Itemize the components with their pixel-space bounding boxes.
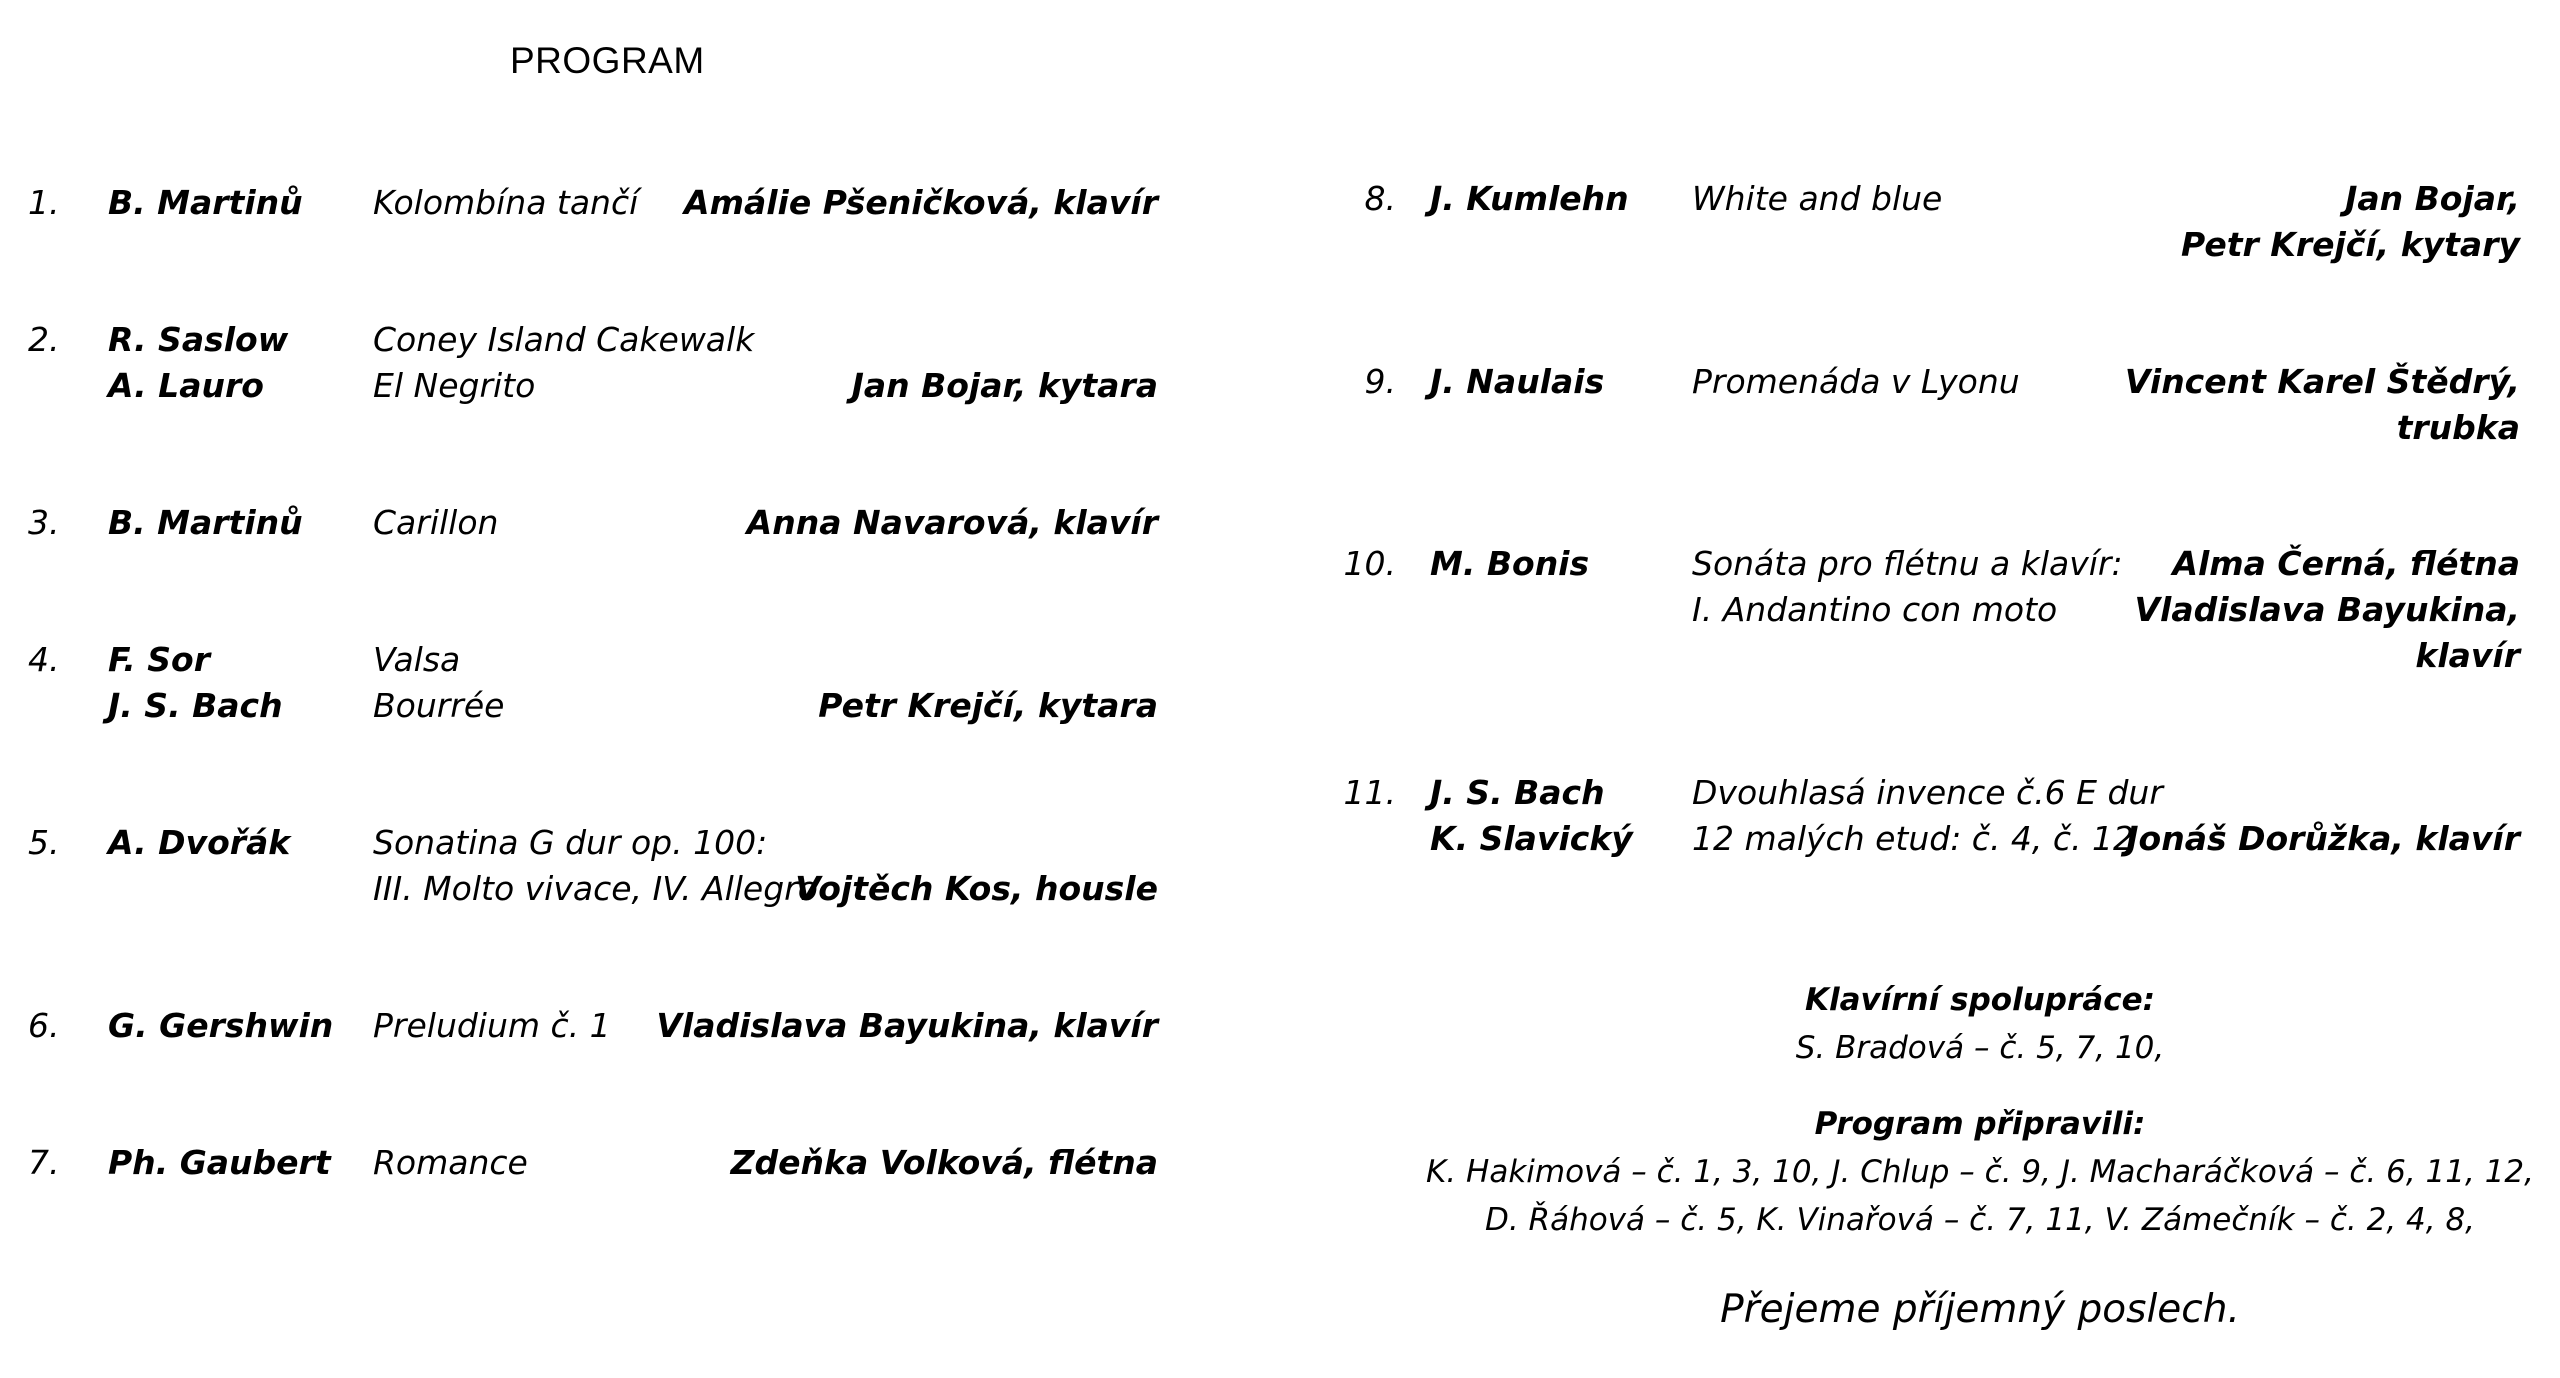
entry-composers: J. S. Bach K. Slavický: [1430, 773, 1633, 858]
entry-performers: Alma Černá, flétna Vladislava Bayukina, klavír: [2134, 544, 2520, 675]
entry-number: 7.: [28, 1143, 60, 1182]
entry-pieces: Romance: [373, 1143, 528, 1182]
entry-performers: Jonáš Dorůžka, klavír: [2126, 819, 2520, 858]
entry-number: 11.: [1343, 773, 1396, 812]
entry-pieces: Coney Island Cakewalk El Negrito: [373, 320, 755, 405]
entry-composers: J. Kumlehn: [1430, 179, 1629, 218]
prepared-by-heading: Program připravili:: [1814, 1106, 2146, 1142]
entry-pieces: Sonatina G dur op. 100: III. Molto vivace, IV. Allegro: [373, 823, 818, 908]
prepared-by-line-2: D. Řáhová – č. 5, K. Vinařová – č. 7, 11, V. Zámečník – č. 2, 4, 8,: [1484, 1202, 2476, 1238]
prepared-by-section: [1400, 1100, 2560, 1244]
program-title: PROGRAM: [510, 40, 705, 81]
entry-composers: B. Martinů: [108, 183, 303, 222]
accompaniment-heading: Klavírní spolupráce:: [1804, 982, 2155, 1018]
entry-performers: Anna Navarová, klavír: [746, 503, 1158, 542]
prepared-by-line-1: K. Hakimová – č. 1, 3, 10, J. Chlup – č. 9, J. Macharáčková – č. 6, 11, 12,: [1425, 1154, 2535, 1190]
entry-pieces: Dvouhlasá invence č.6 E dur 12 malých etud: č. 4, č. 12: [1692, 773, 2163, 858]
entry-composers: J. Naulais: [1430, 362, 1605, 401]
entry-performers: Jan Bojar, Petr Krejčí, kytary: [2181, 179, 2520, 264]
entry-composers: R. Saslow A. Lauro: [108, 320, 289, 405]
entry-composers: B. Martinů: [108, 503, 303, 542]
entry-number: 5.: [28, 823, 60, 862]
entry-composers: G. Gershwin: [108, 1006, 334, 1045]
entry-number: 3.: [28, 503, 60, 542]
entry-pieces: Valsa Bourrée: [373, 640, 505, 725]
entry-performers: Vladislava Bayukina, klavír: [656, 1006, 1158, 1045]
entry-performers: Jan Bojar, kytara: [851, 366, 1158, 405]
entry-performers: Zdeňka Volková, flétna: [730, 1143, 1158, 1182]
entry-performers: Petr Krejčí, kytara: [818, 686, 1158, 725]
entry-composers: Ph. Gaubert: [108, 1143, 331, 1182]
entry-performers: Vojtěch Kos, housle: [795, 869, 1158, 908]
entry-number: 2.: [28, 320, 60, 359]
entry-pieces: Carillon: [373, 503, 499, 542]
entry-pieces: Promenáda v Lyonu: [1692, 362, 2020, 401]
entry-pieces: White and blue: [1692, 179, 1943, 218]
entry-pieces: Kolombína tančí: [373, 183, 639, 222]
entry-composers: F. Sor J. S. Bach: [108, 640, 283, 725]
entry-number: 10.: [1343, 544, 1396, 583]
entry-composers: A. Dvořák: [108, 823, 291, 862]
entry-number: 1.: [28, 183, 60, 222]
entry-pieces: Sonáta pro flétnu a klavír: I. Andantino con moto: [1692, 544, 2123, 629]
entry-performers: Amálie Pšeničková, klavír: [684, 183, 1158, 222]
entry-number: 6.: [28, 1006, 60, 1045]
closing-wish: Přejeme příjemný poslech.: [1720, 1287, 2240, 1332]
accompaniment-section: [1400, 976, 2560, 1072]
entry-performers: Vincent Karel Štědrý, trubka: [2124, 362, 2520, 447]
entry-number: 4.: [28, 640, 60, 679]
entry-composers: M. Bonis: [1430, 544, 1590, 583]
entry-pieces: Preludium č. 1: [373, 1006, 611, 1045]
accompaniment-text: S. Bradová – č. 5, 7, 10,: [1795, 1030, 2165, 1066]
entry-number: 9.: [1364, 362, 1396, 401]
entry-number: 8.: [1364, 179, 1396, 218]
